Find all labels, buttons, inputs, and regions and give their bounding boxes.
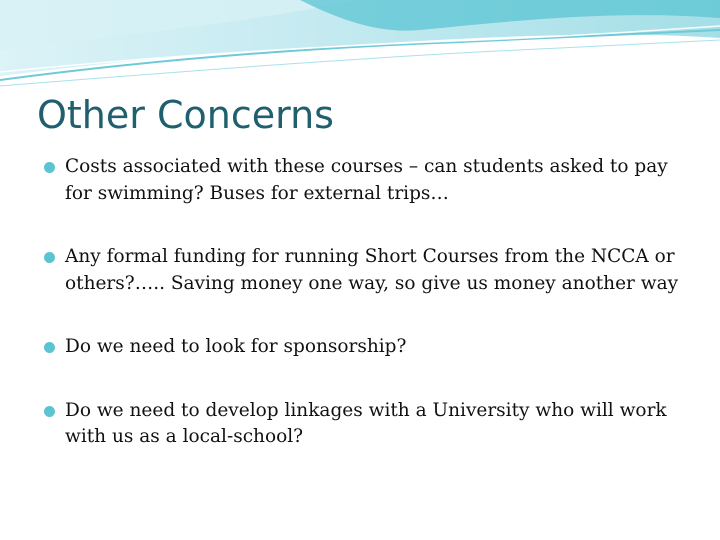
header-wave-decoration (0, 0, 720, 90)
bullet-text: Do we need to look for sponsorship? (65, 336, 407, 357)
bullet-item-costs (44, 154, 694, 207)
bullet-text: Do we need to develop linkages with a University who will work with us as a local-school? (65, 399, 667, 447)
bullet-text: Any formal funding for running Short Courses from the NCCA or others?….. Saving money one way, so give us money another way (65, 246, 679, 294)
bullet-dot-icon (44, 162, 55, 173)
bullet-dot-icon (44, 342, 55, 353)
bullet-item-funding (44, 244, 694, 297)
bullet-item-university (44, 398, 694, 451)
bullet-dot-icon (44, 252, 55, 263)
bullet-dot-icon (44, 406, 55, 417)
bullet-list (44, 154, 694, 451)
bullet-text: Costs associated with these courses – can students asked to pay for swimming? Buses for external trips… (65, 156, 668, 204)
slide-title: Other Concerns (37, 93, 334, 137)
bullet-item-sponsorship (44, 334, 694, 361)
